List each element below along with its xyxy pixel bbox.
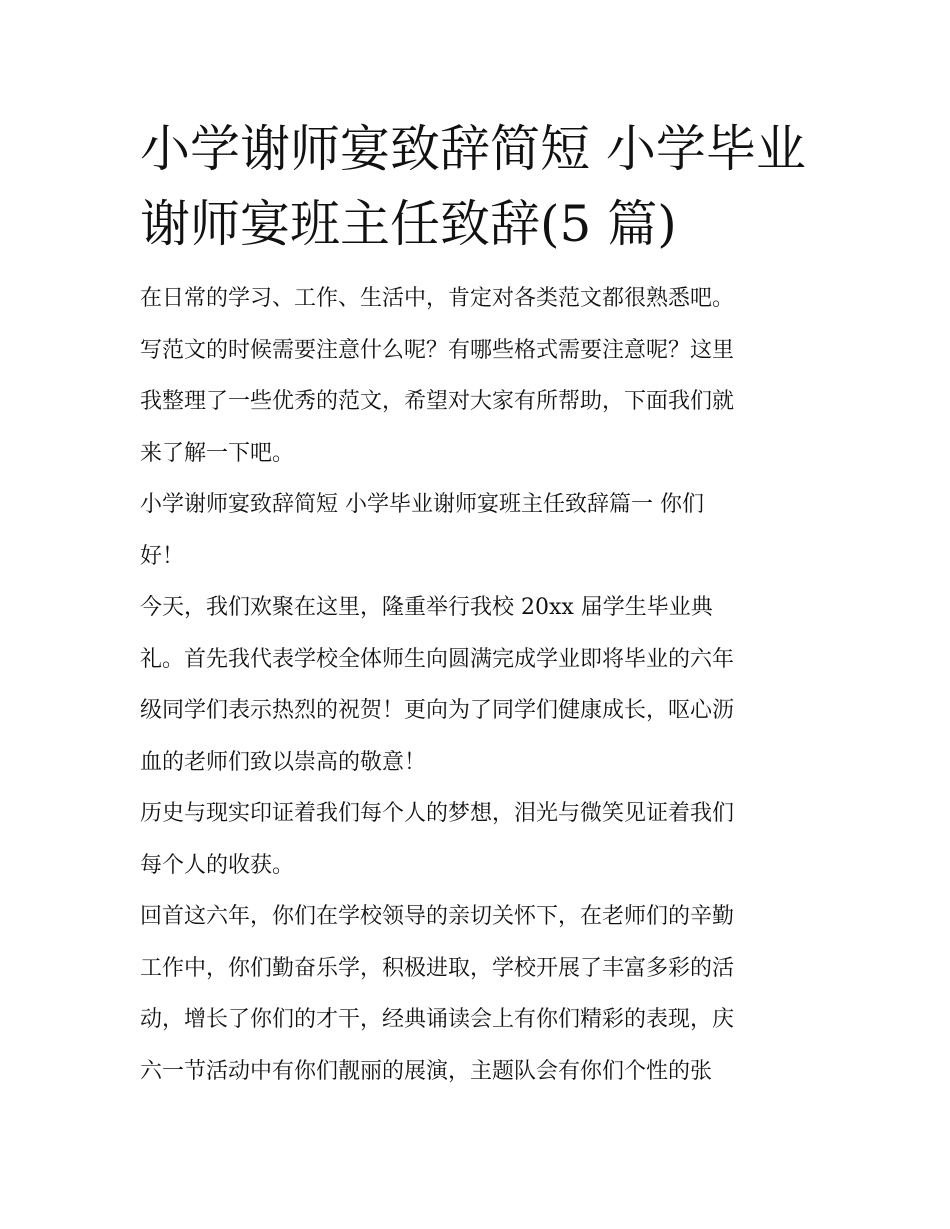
body-line: 每个人的收获。 xyxy=(140,852,295,878)
title-line-1: 小学谢师宴致辞简短 小学毕业 xyxy=(140,120,806,178)
body-line: 级同学们表示热烈的祝贺！更向为了同学们健康成长，呕心沥 xyxy=(140,698,735,723)
body-line: 礼。首先我代表学校全体师生向圆满完成学业即将毕业的六年 xyxy=(140,646,735,672)
body-line: 回首这六年，你们在学校领导的亲切关怀下，在老师们的辛勤 xyxy=(140,904,735,929)
body-line: 动，增长了你们的才干，经典诵读会上有你们精彩的表现，庆 xyxy=(140,1007,735,1032)
document-body xyxy=(140,273,840,1097)
body-line: 今天，我们欢聚在这里，隆重举行我校 20xx 届学生毕业典 xyxy=(140,595,713,620)
body-line: 在日常的学习、工作、生活中，肯定对各类范文都很熟悉吧。 xyxy=(140,286,735,311)
body-line: 写范文的时候需要注意什么呢？有哪些格式需要注意呢？这里 xyxy=(140,337,735,363)
body-line: 历史与现实印证着我们每个人的梦想，泪光与微笑见证着我们 xyxy=(140,801,735,826)
body-line: 工作中，你们勤奋乐学，积极进取，学校开展了丰富多彩的活 xyxy=(140,955,735,981)
title-line-2: 谢师宴班主任致辞(5 篇) xyxy=(140,195,677,253)
body-line: 血的老师们致以崇高的敬意！ xyxy=(140,749,427,775)
document-title xyxy=(140,112,840,262)
body-line: 好！ xyxy=(140,543,185,569)
body-line: 来了解一下吧。 xyxy=(140,440,295,466)
body-line: 我整理了一些优秀的范文，希望对大家有所帮助，下面我们就 xyxy=(140,389,735,414)
body-line: 六一节活动中有你们靓丽的展演，主题队会有你们个性的张 xyxy=(140,1058,713,1084)
body-line: 小学谢师宴致辞简短 小学毕业谢师宴班主任致辞篇一 你们 xyxy=(140,492,704,517)
